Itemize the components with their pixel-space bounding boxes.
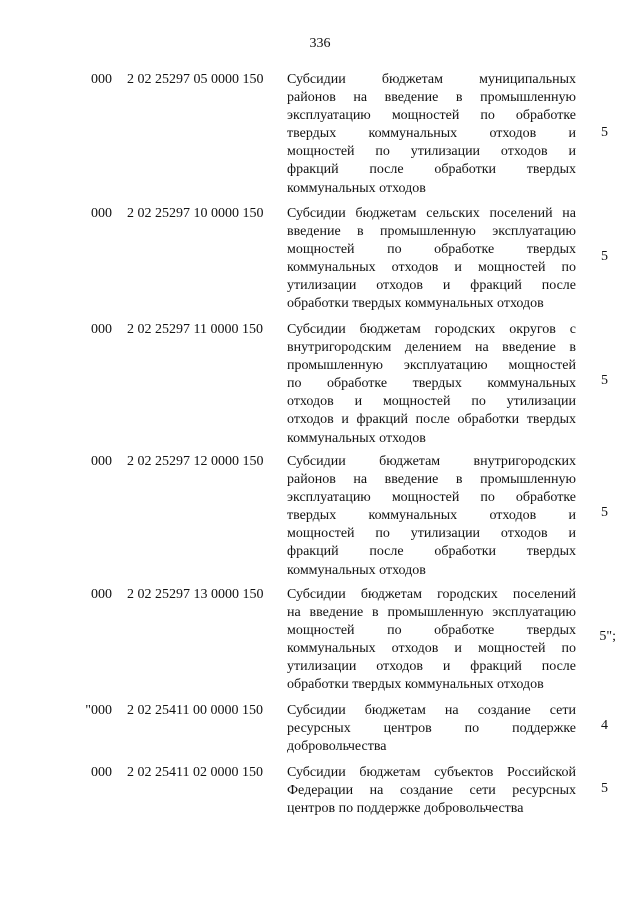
- row-description: [287, 453, 576, 580]
- description-line: отходов и фракций после обработки твердых: [287, 412, 576, 428]
- row-value: 5: [601, 249, 608, 264]
- description-line: твердых коммунальных отходов и: [287, 126, 576, 142]
- budget-code: 2 02 25411 00 0000 150: [127, 703, 263, 718]
- description-line: промышленную эксплуатацию мощностей: [287, 358, 576, 374]
- budget-code: 2 02 25297 12 0000 150: [127, 454, 264, 469]
- row-description: [287, 586, 576, 695]
- description-line: Субсидии бюджетам городских поселений: [287, 587, 576, 602]
- admin-code: "000: [85, 703, 112, 718]
- description-line: Субсидии бюджетам сельских поселений на: [287, 206, 576, 221]
- description-line: эксплуатацию мощностей по обработке: [287, 108, 576, 124]
- description-line: твердых коммунальных отходов и: [287, 508, 576, 524]
- row-value: 4: [601, 718, 608, 733]
- description-line: Федерации на создание сети ресурсных: [287, 783, 576, 799]
- description-line: коммунальных отходов и мощностей по: [287, 260, 576, 276]
- description-line: коммунальных отходов: [287, 430, 426, 446]
- description-line: Субсидии бюджетам внутригородских: [287, 454, 576, 469]
- admin-code: 000: [91, 454, 112, 469]
- admin-code: 000: [91, 587, 112, 602]
- row-description: [287, 702, 576, 756]
- row-value: 5: [601, 125, 608, 140]
- description-line: ресурсных центров по поддержке: [287, 721, 576, 737]
- row-description: [287, 764, 576, 818]
- row-description: [287, 71, 576, 198]
- admin-code: 000: [91, 206, 112, 221]
- description-line: внутригородским делением на введение в: [287, 340, 576, 356]
- description-line: Субсидии бюджетам городских округов с: [287, 322, 576, 337]
- row-value: 5";: [599, 629, 616, 644]
- description-line: на введение в промышленную эксплуатацию: [287, 605, 576, 621]
- description-line: фракций после обработки твердых: [287, 162, 576, 178]
- description-line: коммунальных отходов: [287, 180, 426, 196]
- budget-code: 2 02 25297 11 0000 150: [127, 322, 263, 337]
- description-line: по обработке твердых коммунальных: [287, 376, 576, 392]
- budget-code: 2 02 25297 10 0000 150: [127, 206, 264, 221]
- description-line: мощностей по утилизации отходов и: [287, 526, 576, 542]
- budget-code: 2 02 25297 05 0000 150: [127, 72, 264, 87]
- description-line: Субсидии бюджетам муниципальных: [287, 72, 576, 87]
- description-line: мощностей по обработке твердых: [287, 242, 576, 258]
- description-line: добровольчества: [287, 739, 387, 755]
- admin-code: 000: [91, 322, 112, 337]
- budget-code: 2 02 25411 02 0000 150: [127, 765, 263, 780]
- page-number: 336: [309, 36, 331, 51]
- row-description: [287, 205, 576, 314]
- budget-code: 2 02 25297 13 0000 150: [127, 587, 264, 602]
- description-line: центров по поддержке добровольчества: [287, 801, 524, 817]
- description-line: районов на введение в промышленную: [287, 90, 576, 106]
- description-line: Субсидии бюджетам субъектов Российской: [287, 765, 576, 780]
- description-line: мощностей по утилизации отходов и: [287, 144, 576, 160]
- description-line: районов на введение в промышленную: [287, 472, 576, 488]
- description-line: эксплуатацию мощностей по обработке: [287, 490, 576, 506]
- description-line: введение в промышленную эксплуатацию: [287, 224, 576, 240]
- description-line: коммунальных отходов: [287, 562, 426, 578]
- description-line: утилизации отходов и фракций после: [287, 659, 576, 675]
- row-value: 5: [601, 373, 608, 388]
- row-value: 5: [601, 781, 608, 796]
- description-line: мощностей по обработке твердых: [287, 623, 576, 639]
- row-value: 5: [601, 505, 608, 520]
- description-line: фракций после обработки твердых: [287, 544, 576, 560]
- description-line: отходов и мощностей по утилизации: [287, 394, 576, 410]
- description-line: утилизации отходов и фракций после: [287, 278, 576, 294]
- row-description: [287, 321, 576, 448]
- description-line: Субсидии бюджетам на создание сети: [287, 703, 576, 718]
- admin-code: 000: [91, 765, 112, 780]
- admin-code: 000: [91, 72, 112, 87]
- description-line: коммунальных отходов и мощностей по: [287, 641, 576, 657]
- description-line: обработки твердых коммунальных отходов: [287, 296, 544, 312]
- description-line: обработки твердых коммунальных отходов: [287, 677, 544, 693]
